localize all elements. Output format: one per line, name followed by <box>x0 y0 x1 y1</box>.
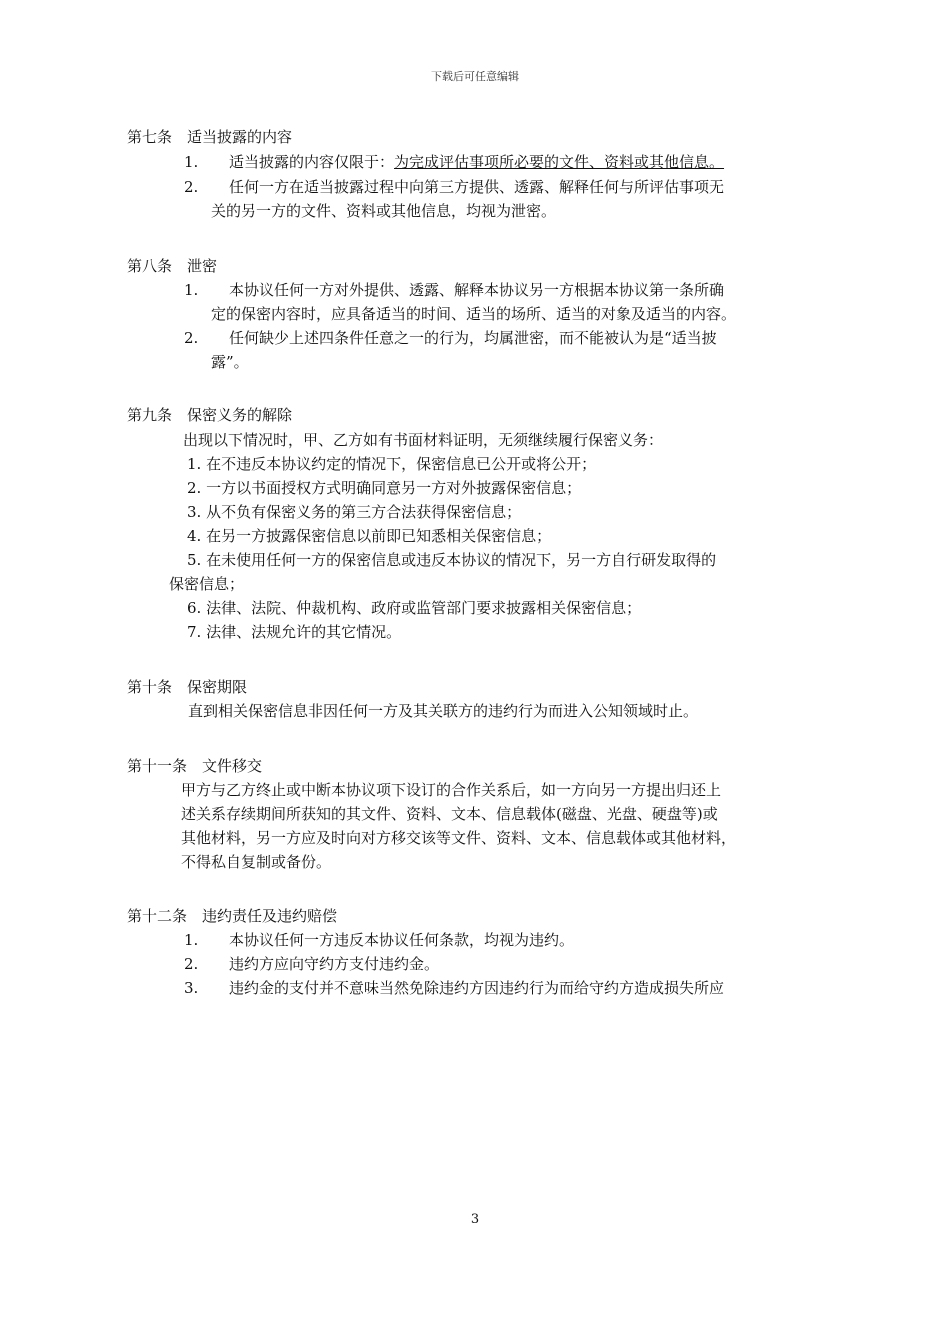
article-7-item-1-lead: 适当披露的内容仅限于： <box>229 153 395 171</box>
article-8-item-2-line-1: 任何缺少上述四条件任意之一的行为，均属泄密，而不能被认为是“适当披 <box>229 329 717 347</box>
article-8-item-1-number: 1. <box>184 281 199 299</box>
article-11-line-4: 不得私自复制或备份。 <box>181 853 332 871</box>
article-11-line-2: 述关系存续期间所获知的其文件、资料、文本、信息载体(磁盘、光盘、硬盘等)或 <box>181 805 718 823</box>
page-number: 3 <box>470 1212 480 1227</box>
article-12-item-3-number: 3. <box>184 979 199 997</box>
article-8-item-1-line-1: 本协议任何一方对外提供、透露、解释本协议另一方根据本协议第一条所确 <box>229 281 725 299</box>
article-12-title: 第十二条 违约责任及违约赔偿 <box>127 907 338 925</box>
article-7-item-2-line-1: 任何一方在适当披露过程中向第三方提供、透露、解释任何与所评估事项无 <box>229 178 725 196</box>
article-8-item-1-line-2: 定的保密内容时，应具备适当的时间、适当的场所、适当的对象及适当的内容。 <box>211 305 737 323</box>
article-12-item-1: 本协议任何一方违反本协议任何条款，均视为违约。 <box>229 931 575 949</box>
article-7-item-1 <box>229 152 724 172</box>
article-11-line-1: 甲方与乙方终止或中断本协议项下设订的合作关系后，如一方向另一方提出归还上 <box>181 781 722 799</box>
article-11-title: 第十一条 文件移交 <box>127 757 263 775</box>
article-11-line-3: 其他材料，另一方应及时向对方移交该等文件、资料、文本、信息载体或其他材料， <box>181 829 737 847</box>
article-9-item-6: 6. 法律、法院、仲裁机构、政府或监管部门要求披露相关保密信息； <box>187 599 642 617</box>
article-8-item-2-line-2: 露”。 <box>211 353 249 371</box>
article-8-item-2-number: 2. <box>184 329 199 347</box>
article-9-item-2: 2. 一方以书面授权方式明确同意另一方对外披露保密信息； <box>187 479 582 497</box>
article-7-item-1-number: 1. <box>184 153 199 171</box>
article-12-item-2-number: 2. <box>184 955 199 973</box>
article-9-item-3: 3. 从不负有保密义务的第三方合法获得保密信息； <box>187 503 522 521</box>
article-9-intro: 出现以下情况时，甲、乙方如有书面材料证明，无须继续履行保密义务： <box>183 431 664 449</box>
article-9-item-4: 4. 在另一方披露保密信息以前即已知悉相关保密信息； <box>187 527 552 545</box>
article-9-item-5-line-2: 保密信息； <box>169 575 245 593</box>
article-10-body: 直到相关保密信息非因任何一方及其关联方的违约行为而进入公知领域时止。 <box>188 702 699 720</box>
article-7-item-2-line-2: 关的另一方的文件、资料或其他信息，均视为泄密。 <box>211 202 557 220</box>
article-10-title: 第十条 保密期限 <box>127 678 248 696</box>
article-9-item-1: 1. 在不违反本协议约定的情况下，保密信息已公开或将公开； <box>187 455 597 473</box>
page-header: 下载后可任意编辑 <box>431 70 519 83</box>
article-9-title: 第九条 保密义务的解除 <box>127 406 293 424</box>
article-12-item-2: 违约方应向守约方支付违约金。 <box>229 955 440 973</box>
article-7-item-2-number: 2. <box>184 178 199 196</box>
article-9-item-5-line-1: 5. 在未使用任何一方的保密信息或违反本协议的情况下，另一方自行研发取得的 <box>187 551 717 569</box>
article-8-title: 第八条 泄密 <box>127 257 218 275</box>
article-12-item-3: 违约金的支付并不意味当然免除违约方因违约行为而给守约方造成损失所应 <box>229 979 725 997</box>
article-12-item-1-number: 1. <box>184 931 199 949</box>
article-7-title: 第七条 适当披露的内容 <box>127 128 293 146</box>
article-7-item-1-underlined: 为完成评估事项所必要的文件、资料或其他信息。 <box>394 153 725 171</box>
article-9-item-7: 7. 法律、法规允许的其它情况。 <box>187 623 402 641</box>
